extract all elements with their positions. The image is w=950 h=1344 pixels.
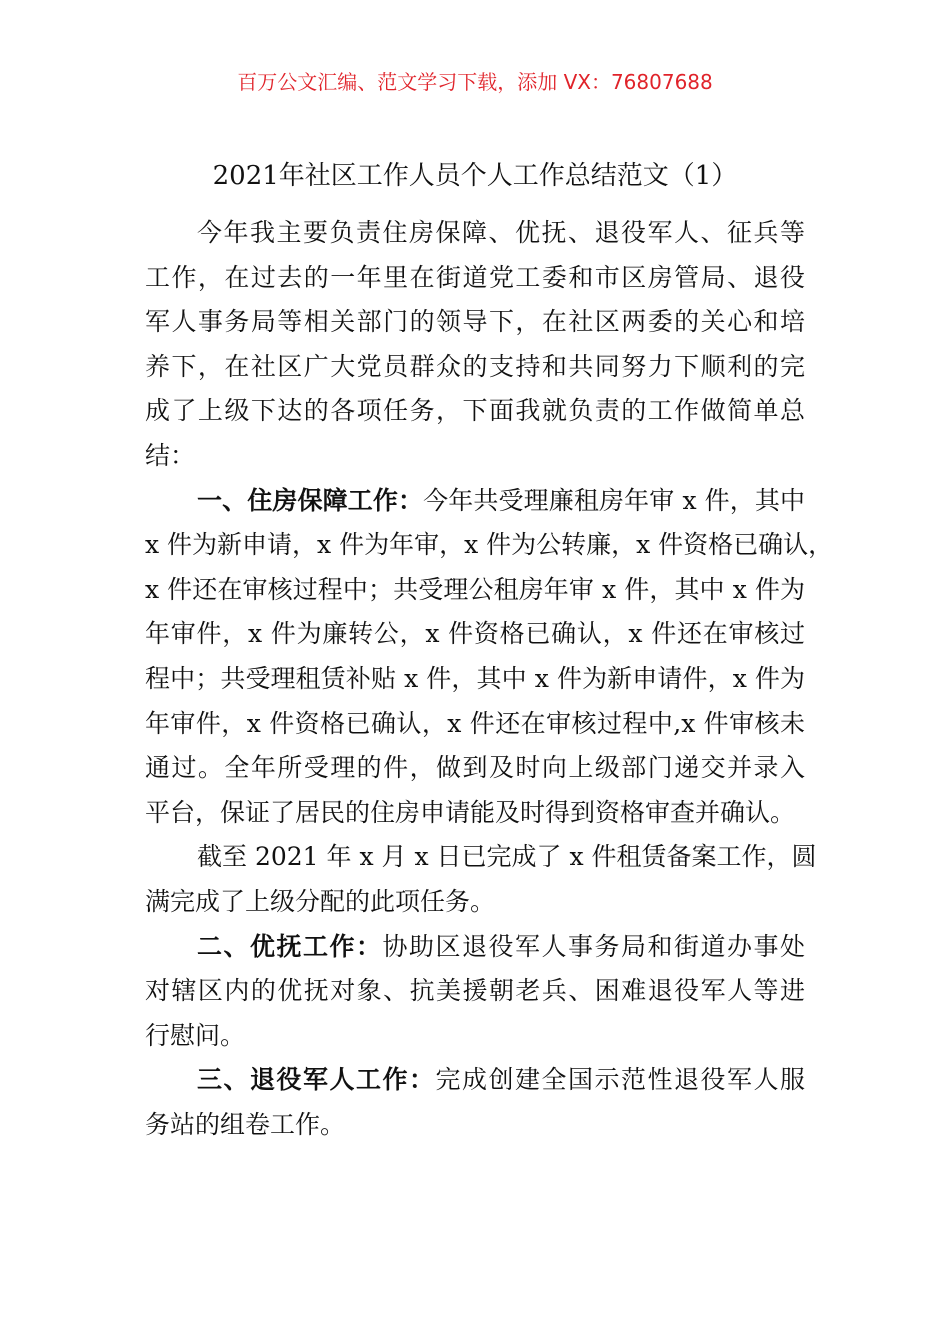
- text-line: [145, 925, 805, 970]
- line-text: 程中；共受理租赁补贴 x 件，其中 x 件为新申请件，x 件为: [145, 663, 805, 693]
- text-line: [145, 568, 805, 613]
- line-text: 养下，在社区广大党员群众的支持和共同努力下顺利的完: [145, 351, 805, 381]
- paragraph: [145, 211, 805, 479]
- section-heading: 三、退役军人工作：: [197, 1065, 436, 1095]
- text-line: [145, 523, 834, 568]
- text-line: [145, 389, 805, 434]
- line-text: 务站的组卷工作。: [145, 1109, 346, 1139]
- paragraph: [145, 1058, 805, 1147]
- text-line: [145, 256, 805, 301]
- paragraph: [145, 479, 834, 836]
- text-line: [145, 300, 805, 345]
- text-line: [145, 434, 805, 479]
- line-text: x 件还在审核过程中；共受理公租房年审 x 件，其中 x 件为: [145, 574, 805, 604]
- paragraph: [145, 835, 817, 924]
- document-body: [145, 211, 834, 1147]
- line-text: 今年我主要负责住房保障、优抚、退役军人、征兵等: [197, 218, 805, 247]
- line-text: 协助区退役军人事务局和街道办事处: [382, 931, 805, 961]
- watermark-header: 百万公文汇编、范文学习下载，添加 VX：76807688: [237, 70, 713, 94]
- text-line: [145, 835, 817, 880]
- line-text: 今年共受理廉租房年审 x 件，其中: [423, 485, 805, 515]
- line-text: 对辖区内的优抚对象、抗美援朝老兵、困难退役军人等进: [145, 976, 805, 1006]
- text-line: [145, 345, 805, 390]
- text-line: [145, 969, 805, 1014]
- text-line: [145, 479, 805, 524]
- text-line: [145, 1014, 805, 1059]
- text-line: [145, 612, 805, 657]
- paragraph: [145, 925, 805, 1059]
- text-line: [145, 1103, 805, 1148]
- text-line: [145, 1058, 805, 1103]
- line-text: 结：: [145, 440, 196, 470]
- text-line: [145, 211, 805, 256]
- section-heading: 一、住房保障工作：: [197, 485, 424, 515]
- line-text: 完成创建全国示范性退役军人服: [435, 1065, 805, 1095]
- line-text: 年审件，x 件资格已确认，x 件还在审核过程中,x 件审核未: [145, 708, 805, 738]
- text-line: [145, 702, 805, 747]
- line-text: 军人事务局等相关部门的领导下，在社区两委的关心和培: [145, 307, 805, 337]
- text-line: [145, 880, 805, 925]
- line-text: 年审件，x 件为廉转公，x 件资格已确认，x 件还在审核过: [145, 619, 805, 649]
- line-text: 截至 2021 年 x 月 x 日已完成了 x 件租赁备案工作，圆: [197, 842, 817, 872]
- text-line: [145, 657, 805, 702]
- document-title: 2021年社区工作人员个人工作总结范文（1）: [212, 161, 738, 191]
- line-text: x 件为新申请，x 件为年审，x 件为公转廉，x 件资格已确认，: [145, 530, 834, 560]
- text-line: [145, 791, 805, 836]
- line-text: 满完成了上级分配的此项任务。: [145, 886, 496, 916]
- line-text: 通过。全年所受理的件，做到及时向上级部门递交并录入: [145, 753, 805, 783]
- line-text: 行慰问。: [145, 1020, 246, 1050]
- section-heading: 二、优抚工作：: [197, 931, 383, 961]
- text-line: [145, 746, 805, 791]
- line-text: 平台，保证了居民的住房申请能及时得到资格审查并确认。: [145, 797, 796, 827]
- line-text: 工作，在过去的一年里在街道党工委和市区房管局、退役: [145, 262, 805, 292]
- line-text: 成了上级下达的各项任务，下面我就负责的工作做简单总: [145, 396, 805, 426]
